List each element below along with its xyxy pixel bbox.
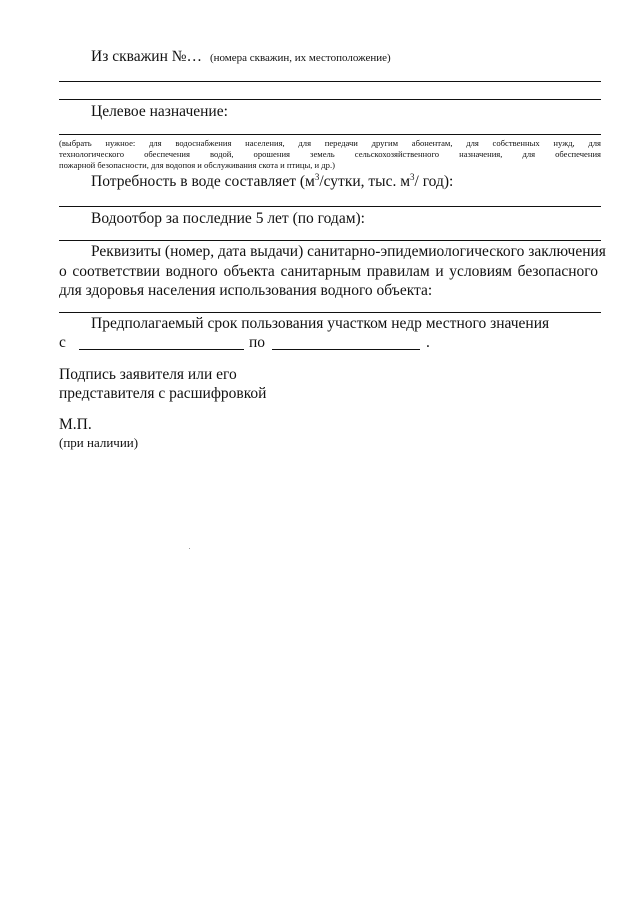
- purpose-fill-line[interactable]: [59, 134, 601, 135]
- withdrawal-fill-line[interactable]: [59, 240, 601, 241]
- purpose-hint-line-2: технологического обеспечения водой, орошения земель сельскохозяйственного назначения, для обеспечения: [59, 149, 601, 159]
- demand-label: Потребность в воде составляет ($м^3$/сутки, тыс. $м^3/$ год):: [91, 172, 454, 191]
- withdrawal-label: Водоотбор за последние 5 лет (по годам):: [91, 210, 365, 227]
- sanitary-line-2: о соответствии водного объекта санитарным правилам и условиям безопасного: [59, 263, 598, 280]
- wells-fill-line[interactable]: [59, 81, 601, 82]
- term-to-label: по: [249, 334, 266, 351]
- stamp-note: (при наличии): [59, 435, 139, 450]
- term-from-field[interactable]: [79, 349, 244, 350]
- sanitary-line-1: Реквизиты (номер, дата выдачи) санитарно-эпидемиологического заключения: [91, 243, 606, 260]
- sanitary-fill-line[interactable]: [59, 312, 601, 313]
- signature-line-1: Подпись заявителя или его: [59, 366, 237, 383]
- term-to-field[interactable]: [272, 349, 420, 350]
- wells-row: [91, 48, 391, 66]
- purpose-hint-line-1: (выбрать нужное: для водоснабжения населения, для передачи другим абонентам, для собственных нужд, для: [59, 138, 601, 148]
- signature-line-2: представителя с расшифровкой: [59, 385, 267, 402]
- purpose-label: Целевое назначение:: [91, 103, 228, 120]
- wells-hint: (номера скважин, их местоположение): [209, 52, 391, 64]
- wells-label: Из скважин №…: [91, 48, 203, 65]
- sanitary-line-3: для здоровья населения использования водного объекта:: [59, 282, 433, 299]
- term-from-label: с: [59, 334, 66, 351]
- stamp-label: М.П.: [59, 416, 92, 433]
- term-end-dot: .: [426, 334, 430, 351]
- scan-speck: [189, 548, 190, 549]
- wells-fill-line-2[interactable]: [59, 99, 601, 100]
- demand-fill-line[interactable]: [59, 206, 601, 207]
- purpose-hint-line-3: пожарной безопасности, для водопоя и обслуживания скота и птицы, и др.): [59, 160, 335, 170]
- term-label: Предполагаемый срок пользования участком недр местного значения: [91, 315, 550, 332]
